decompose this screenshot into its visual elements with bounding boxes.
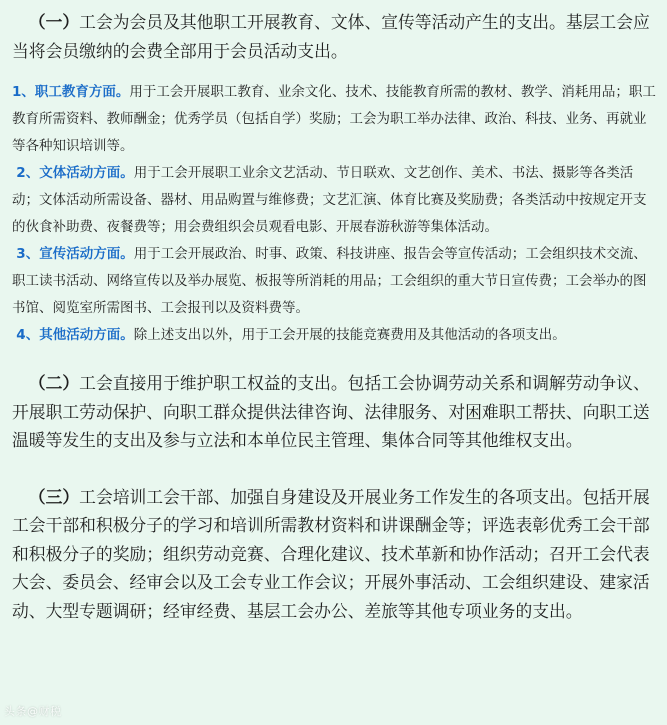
section-2-lead: （二） <box>28 373 80 393</box>
subitem-1-number: 1、 <box>12 84 35 100</box>
subitem-other <box>12 322 657 349</box>
subitem-publicity <box>12 241 657 322</box>
subitem-4-text: 除上述支出以外，用于工会开展的技能竞赛费用及其他活动的各项支出。 <box>133 327 566 343</box>
subitem-3-title: 宣传活动方面。 <box>39 246 134 262</box>
watermark: 头条@财税 <box>4 705 62 718</box>
section-1-paragraph <box>12 8 657 65</box>
subitem-3-text: 用于工会开展政治、时事、政策、科技讲座、报告会等宣传活动；工会组织技术交流、职工读书活动、网络宣传以及举办展览、板报等所消耗的用品；工会组织的重大节日宣传费；工会举办的图书馆、阅览室所需图书、工会报刊以及资料费等。 <box>12 246 647 316</box>
section-1-lead: （一） <box>28 12 80 32</box>
section-2-paragraph <box>12 369 657 455</box>
section-2-text: 工会直接用于维护职工权益的支出。包括工会协调劳动关系和调解劳动争议、开展职工劳动保护、向职工群众提供法律咨询、法律服务、对困难职工帮扶、向职工送温暖等发生的支出及参与立法和本单位民主管理、集体合同等其他维权支出。 <box>12 373 650 450</box>
subitem-education <box>12 79 657 160</box>
section-3-lead: （三） <box>28 486 80 507</box>
subitem-1-text: 用于工会开展职工教育、业余文化、技术、技能教育所需的教材、教学、消耗用品；职工教育所需资料、教师酬金；优秀学员（包括自学）奖励；工会为职工举办法律、政治、科技、业务、再就业等各种知识培训等。 <box>12 84 656 154</box>
section-1-subitems <box>12 79 657 349</box>
subitem-2-text: 用于工会开展职工业余文艺活动、节日联欢、文艺创作、美术、书法、摄影等各类活动；文体活动所需设备、器材、用品购置与维修费；文艺汇演、体育比赛及奖励费；各类活动中按规定开支的伙食补助费、夜餐费等；用会费组织会员观看电影、开展春游秋游等集体活动。 <box>12 165 647 235</box>
section-1-text: 工会为会员及其他职工开展教育、文体、宣传等活动产生的支出。基层工会应当将会员缴纳的会费全部用于会员活动支出。 <box>12 12 650 61</box>
subitem-2-title: 文体活动方面。 <box>39 165 134 181</box>
subitem-2-number: 2、 <box>16 165 40 181</box>
subitem-1-title: 职工教育方面。 <box>34 84 130 100</box>
subitem-4-number: 4、 <box>16 327 40 343</box>
subitem-4-title: 其他活动方面。 <box>39 327 134 343</box>
section-3-paragraph <box>12 483 657 626</box>
subitem-culture-sports <box>12 160 657 241</box>
section-3-text: 工会培训工会干部、加强自身建设及开展业务工作发生的各项支出。包括开展工会干部和积极分子的学习和培训所需教材资料和讲课酬金等；评选表彰优秀工会干部和积极分子的奖励；组织劳动竞赛、合理化建议、技术革新和协作活动；召开工会代表大会、委员会、经审会以及工会专业工作会议；开展外事活动、工会组织建设、建家活动、大型专题调研；经审经费、基层工会办公、差旅等其他专项业务的支出。 <box>12 486 650 621</box>
subitem-3-number: 3、 <box>16 246 40 262</box>
